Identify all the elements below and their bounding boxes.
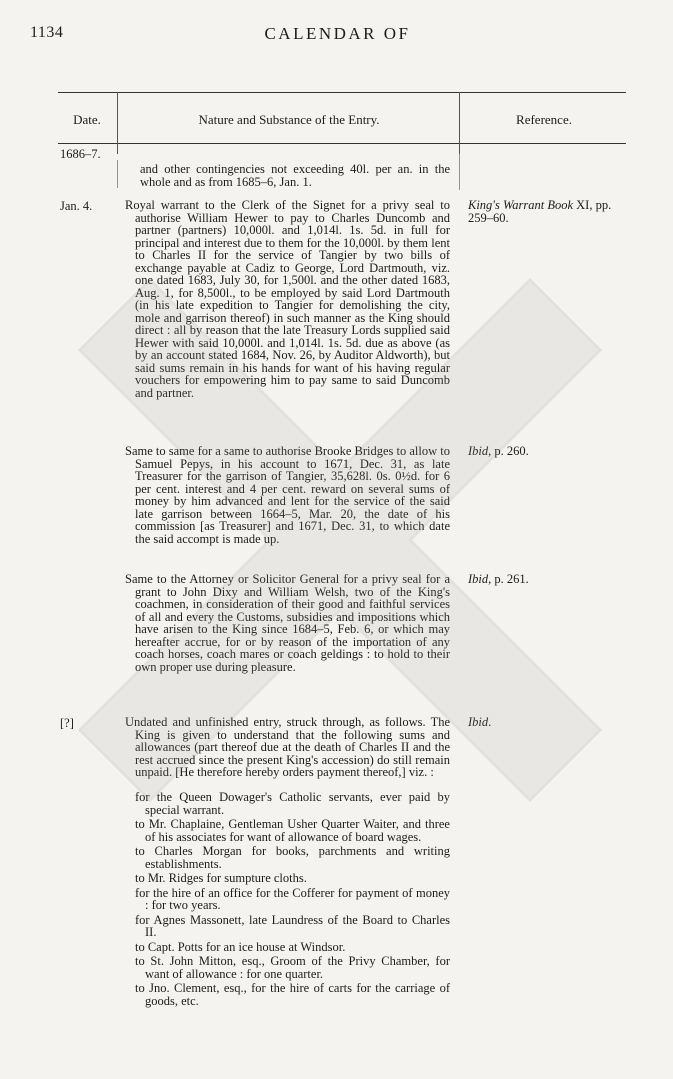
continuation-year: 1686–7. — [60, 147, 101, 161]
list-item: to St. John Mitton, esq., Groom of the Privy Chamber, for want of allowance : for one quarter. — [135, 954, 450, 981]
entry-reference — [468, 716, 628, 729]
column-divider-right — [459, 92, 460, 154]
entry-date: [?] — [60, 716, 74, 730]
reference-source: Ibid — [468, 715, 489, 729]
column-header-nature: Nature and Substance of the Entry. — [198, 112, 380, 127]
reference-detail: . — [488, 715, 492, 729]
reference-source: Ibid — [468, 572, 489, 586]
reference-source: King's Warrant Book — [468, 198, 573, 212]
column-header-reference: Reference. — [516, 112, 572, 127]
page-number: 1134 — [30, 24, 64, 41]
table-header-rule — [58, 143, 626, 144]
list-item: to Charles Morgan for books, parchments and writing establishments. — [135, 844, 450, 871]
reference-detail: XI, pp. 259–60. — [468, 198, 612, 225]
entry-reference — [468, 199, 628, 224]
list-item: to Mr. Chaplaine, Gentleman Usher Quarter Waiter, and three of his associates for want of allowance of board wages. — [135, 817, 450, 844]
list-item: to Jno. Clement, esq., for the hire of carts for the carriage of goods, etc. — [135, 981, 450, 1008]
table-top-rule — [58, 92, 626, 93]
column-header-date: Date. — [73, 112, 101, 127]
reference-detail: , p. 261. — [488, 572, 529, 586]
list-item: to Mr. Ridges for sumpture cloths. — [135, 871, 307, 885]
list-item: for Agnes Massonett, late Laundress of the Board to Charles II. — [135, 912, 450, 939]
reference-detail: , p. 260. — [488, 444, 529, 458]
entry-reference — [468, 445, 628, 458]
column-divider-left — [117, 92, 118, 154]
column-divider-left — [117, 160, 118, 188]
entry-date: Jan. 4. — [60, 199, 93, 213]
entry-text: Same to same for a same to authorise Brooke Bridges to allow to Samuel Pepys, in his account to 1671, Dec. 31, as late Treasurer for the garrison of Tangier, 35,628l. 0s. 0½d. for 6 per cent. interest and 4 per cent. reward on several sums of money by him advanced and lent for the service of the said late garrison between 1664–5, Mar. 20, the date of his commission [as Treasurer] and 1671, Dec. 31, to which date the said accompt is made up. — [125, 444, 450, 546]
reference-source: Ibid — [468, 444, 489, 458]
list-item: for the Queen Dowager's Catholic servants, ever paid by special warrant. — [135, 790, 450, 817]
page-header — [30, 24, 645, 48]
entry-text: Royal warrant to the Clerk of the Signet for a privy seal to authorise William Hewer to pay to Charles Duncomb and partner (partners) 10,000l. and 1,014l. 1s. 5d. in full for principal and interest due to them for the 10,000l. by them lent to Charles II for the service of Tangier by two bills of exchange payable at Cadiz to George, Lord Dartmouth, viz. one dated 1683, July 30, for 1,500l. and the other dated 1683, Aug. 1, for 8,500l., to be employed by said Lord Dartmouth (in his late expedition to Tangier for demolishing the city, mole and garrison thereof) in such manner as the King should direct : all by reason that the late Treasury Lords supplied said Hewer with said 10,000l. and 1,014l. 1s. 5d. due as above (as by an account stated 1684, Nov. 26, by Auditor Aldworth), but said sums remain in his hands for want of his having regular vouchers for empowering him to pay same to said Duncomb and partner. — [125, 198, 450, 400]
entry-text: Same to the Attorney or Solicitor General for a privy seal for a grant to John Dixy and William Welsh, two of the King's coachmen, in consideration of their good and faithful services of all and every the Customs, subsidies and impositions which have arisen to the King since 1684–5, Feb. 6, or which may hereafter accrue, for or by reason of the importation of any coach horses, coach mares or coach geldings : to hold to their own proper use during pleasure. — [125, 572, 450, 674]
continuation-text: and other contingencies not exceeding 40l. per an. in the whole and as from 1685–6, Jan. 1. — [140, 162, 450, 189]
list-item: for the hire of an office for the Cofferer for payment of money : for two years. — [135, 885, 450, 912]
list-item: to Capt. Potts for an ice house at Windsor. — [135, 939, 346, 954]
column-divider-right — [459, 150, 460, 190]
entry-reference — [468, 573, 628, 586]
unpaid-items-list — [135, 791, 450, 1009]
running-title: CALENDAR OF — [264, 24, 411, 43]
entry-text: Undated and unfinished entry, struck through, as follows. The King is given to understand that the following sums and allowances (part thereof due at the death of Charles II and the rest accrued since the present King's accession) do still remain unpaid. [He therefore hereby orders payment thereof,] viz. : — [125, 715, 450, 779]
